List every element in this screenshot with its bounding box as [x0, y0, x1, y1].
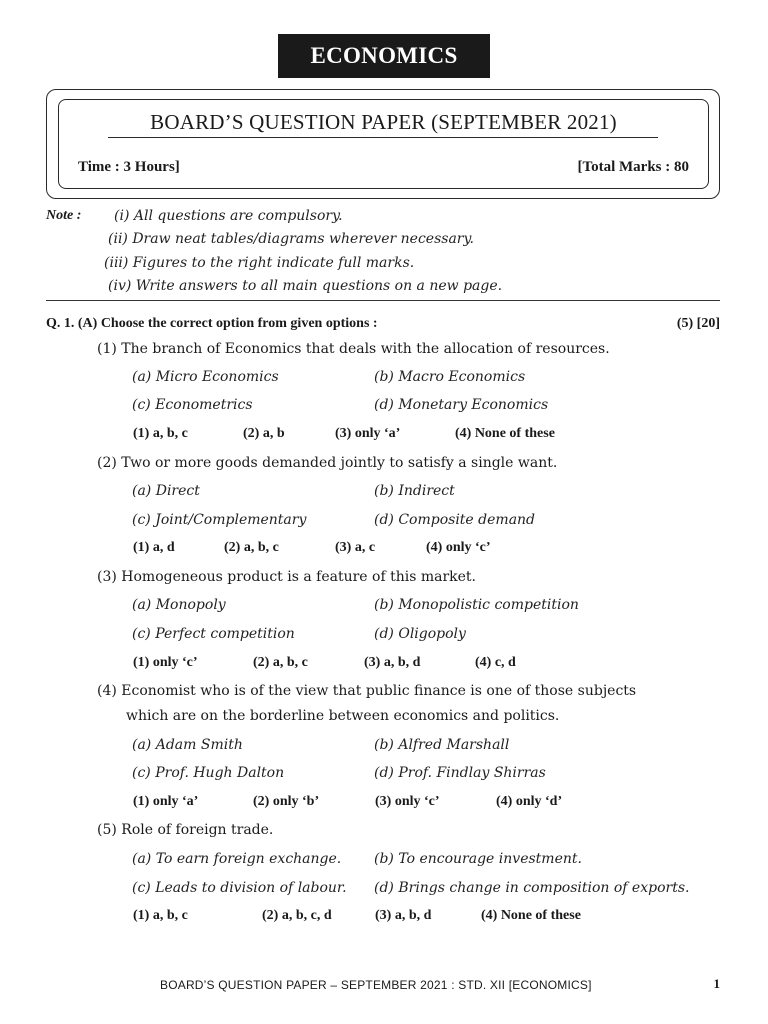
- answer-code: (4) c, d: [475, 655, 516, 670]
- answer-code: (1) a, b, c: [133, 426, 188, 441]
- option-c: (c) Joint/Complementary: [132, 512, 307, 528]
- option-a: (a) Direct: [132, 483, 200, 499]
- option-a: (a) Adam Smith: [132, 737, 243, 753]
- answer-code: (2) a, b, c: [253, 655, 308, 670]
- note-item: (iii) Figures to the right indicate full marks.: [104, 255, 415, 271]
- subject-banner: ECONOMICS: [278, 34, 490, 78]
- answer-code: (1) a, d: [133, 540, 175, 555]
- question-stem: (4) Economist who is of the view that public finance is one of those subjects: [97, 683, 637, 699]
- option-b: (b) To encourage investment.: [374, 851, 582, 867]
- question-stem: (2) Two or more goods demanded jointly to satisfy a single want.: [97, 455, 558, 471]
- note-item: (ii) Draw neat tables/diagrams wherever necessary.: [108, 231, 474, 247]
- option-b: (b) Alfred Marshall: [374, 737, 510, 753]
- option-b: (b) Monopolistic competition: [374, 597, 579, 613]
- option-d: (d) Composite demand: [374, 512, 536, 528]
- time-allowed: Time : 3 Hours]: [78, 159, 180, 175]
- note-label: Note :: [46, 208, 82, 223]
- question-stem: (1) The branch of Economics that deals with the allocation of resources.: [97, 341, 610, 357]
- answer-code: (4) None of these: [481, 908, 581, 923]
- option-d: (d) Brings change in composition of exports.: [374, 880, 690, 896]
- answer-code: (4) only ‘d’: [496, 794, 563, 809]
- paper-title: BOARD’S QUESTION PAPER (SEPTEMBER 2021): [150, 110, 617, 134]
- option-d: (d) Monetary Economics: [374, 397, 549, 413]
- question-heading: Q. 1. (A) Choose the correct option from given options :: [46, 316, 378, 331]
- note-item: (i) All questions are compulsory.: [114, 208, 343, 224]
- page-footer: BOARD’S QUESTION PAPER – SEPTEMBER 2021 : STD. XII [ECONOMICS]: [160, 978, 592, 992]
- total-marks: [Total Marks : 80: [577, 159, 689, 175]
- option-c: (c) Econometrics: [132, 397, 253, 413]
- option-b: (b) Indirect: [374, 483, 455, 499]
- question-stem: (5) Role of foreign trade.: [97, 822, 274, 838]
- page-number: 1: [713, 976, 720, 991]
- option-c: (c) Leads to division of labour.: [132, 880, 347, 896]
- answer-code: (3) a, b, d: [375, 908, 432, 923]
- note-item: (iv) Write answers to all main questions on a new page.: [108, 278, 503, 294]
- answer-code: (2) a, b: [243, 426, 285, 441]
- question-stem-continued: which are on the borderline between economics and politics.: [126, 708, 560, 724]
- option-a: (a) Micro Economics: [132, 369, 279, 385]
- question-stem: (3) Homogeneous product is a feature of this market.: [97, 569, 476, 585]
- option-c: (c) Prof. Hugh Dalton: [132, 765, 285, 781]
- answer-code: (4) only ‘c’: [426, 540, 491, 555]
- answer-code: (2) a, b, c: [224, 540, 279, 555]
- answer-code: (1) only ‘c’: [133, 655, 198, 670]
- answer-code: (4) None of these: [455, 426, 555, 441]
- title-underline: [108, 137, 658, 138]
- answer-code: (3) only ‘a’: [335, 426, 401, 441]
- option-a: (a) Monopoly: [132, 597, 226, 613]
- option-a: (a) To earn foreign exchange.: [132, 851, 342, 867]
- option-c: (c) Perfect competition: [132, 626, 295, 642]
- option-b: (b) Macro Economics: [374, 369, 526, 385]
- question-marks: (5) [20]: [676, 316, 720, 331]
- answer-code: (2) only ‘b’: [253, 794, 320, 809]
- option-d: (d) Prof. Findlay Shirras: [374, 765, 546, 781]
- section-divider: [46, 300, 720, 301]
- answer-code: (1) only ‘a’: [133, 794, 199, 809]
- answer-code: (3) a, c: [335, 540, 376, 555]
- answer-code: (2) a, b, c, d: [262, 908, 332, 923]
- option-d: (d) Oligopoly: [374, 626, 466, 642]
- answer-code: (3) only ‘c’: [375, 794, 440, 809]
- answer-code: (3) a, b, d: [364, 655, 421, 670]
- answer-code: (1) a, b, c: [133, 908, 188, 923]
